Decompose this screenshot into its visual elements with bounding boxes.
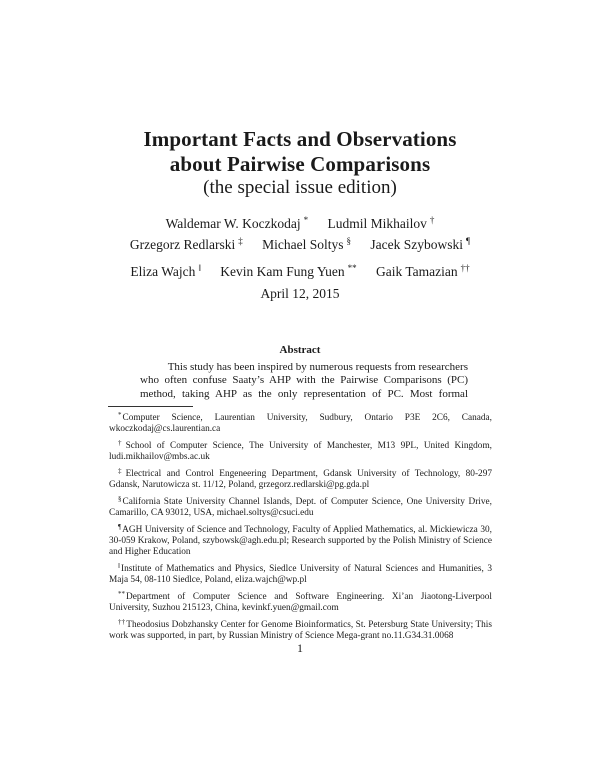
author-name: Michael Soltys (262, 237, 344, 252)
footnote-mark: †† (118, 618, 126, 627)
author-mark: ‖ (198, 263, 201, 273)
author-line-2 (0, 233, 600, 253)
footnote-text: AGH University of Science and Technology, Faculty of Applied Mathematics, al. Mickiewicza 30, 30-059 Krakow, Poland, szybowsk@agh.edu.pl; Research supported by the Polish Ministry of Science and Higher Education (109, 525, 492, 558)
footnote-text: Computer Science, Laurentian University, Sudbury, Ontario P3E 2C6, Canada, wkoczkodaj@cs.laurentian.ca (109, 413, 492, 435)
page-number: 1 (297, 641, 303, 655)
abstract-line: method, taking AHP as the only representation of PC. Most formal (140, 387, 468, 400)
author (328, 216, 435, 231)
footnote-mark: † (118, 439, 125, 447)
footnote-text: California State University Channel Islands, Dept. of Computer Science, One University Drive, Camarillo, CA 93012, USA, michael.soltys@csuci.edu (109, 497, 492, 519)
footnote-mark: ‡ (118, 467, 125, 475)
footnote-mark: ¶ (118, 523, 122, 531)
author-name: Grzegorz Redlarski (129, 237, 236, 252)
abstract-body (140, 361, 468, 401)
footnote (109, 466, 492, 491)
author-mark: § (346, 236, 352, 246)
abstract-line: This study has been inspired by numerous requests from researchers (167, 361, 468, 373)
footnote-mark: ‖ (118, 562, 120, 571)
footnote-mark: § (118, 495, 122, 503)
author-mark: * (303, 215, 309, 225)
paper-subtitle: (the special issue edition) (203, 177, 397, 198)
paper-title (0, 127, 600, 177)
footnote-text: Department of Computer Science and Software Engineering. Xi’an Jiaotong-Liverpool University, Suzhou 215123, China, kevinkf.yuen@gmail.com (109, 592, 492, 614)
abstract-line: who often confuse Saaty’s AHP with the Pairwise Comparisons (PC) (140, 374, 468, 387)
footnote (109, 494, 492, 519)
author-name: Waldemar W. Koczkodaj (165, 216, 301, 231)
footnotes (109, 410, 492, 645)
footnote-rule (108, 406, 193, 407)
author-name: Eliza Wajch (130, 264, 196, 279)
author-line-1 (0, 212, 600, 232)
footnote (109, 438, 492, 463)
author-name: Ludmil Mikhailov (327, 216, 427, 231)
footnote (109, 410, 492, 435)
author (376, 264, 470, 279)
author (262, 237, 351, 252)
author (166, 216, 309, 231)
author-mark: †† (460, 263, 470, 273)
title-line-2: about Pairwise Comparisons (169, 152, 431, 176)
author-name: Kevin Kam Fung Yuen (220, 264, 345, 279)
footnote-text: Electrical and Control Engeneering Department, Gdansk University of Technology, 80-297 Gdansk, Narutowicza st. 11/12, Poland, grzegorz.redlarski@pg.gda.pl (109, 469, 493, 491)
author-mark: ¶ (466, 236, 471, 246)
title-line-1: Important Facts and Observations (143, 127, 457, 151)
author (370, 237, 470, 252)
author-line-3 (0, 260, 600, 280)
author-name: Gaik Tamazian (376, 264, 458, 279)
author-mark: ** (347, 263, 357, 273)
author-mark: † (429, 215, 435, 225)
footnote (109, 522, 492, 559)
footnote-text: School of Computer Science, The University of Manchester, M13 9PL, United Kingdom, ludi.mikhailov@mbs.ac.uk (109, 441, 492, 463)
footnote-mark: * (118, 411, 122, 419)
author-mark: ‡ (238, 236, 243, 246)
abstract-heading: Abstract (279, 344, 321, 356)
author (220, 264, 356, 279)
author (130, 237, 243, 252)
author (130, 264, 201, 279)
author-name: Jacek Szybowski (370, 237, 463, 252)
footnote (109, 561, 492, 586)
paper-date: April 12, 2015 (260, 286, 340, 301)
footnote (109, 589, 492, 614)
footnote-text: Theodosius Dobzhansky Center for Genome Bioinformatics, St. Petersburg State University; This work was supported, in part, by Russian Ministry of Science Mega-grant no.11.G34.31.0068 (109, 620, 493, 642)
footnote-text: Institute of Mathematics and Physics, Siedlce University of Natural Sciences and Humanities, 3 Maja 54, 08-110 Siedlce, Poland, eliza.wajch@wp.pl (109, 564, 492, 586)
footnote-mark: ** (118, 590, 125, 599)
footnote (109, 617, 492, 642)
